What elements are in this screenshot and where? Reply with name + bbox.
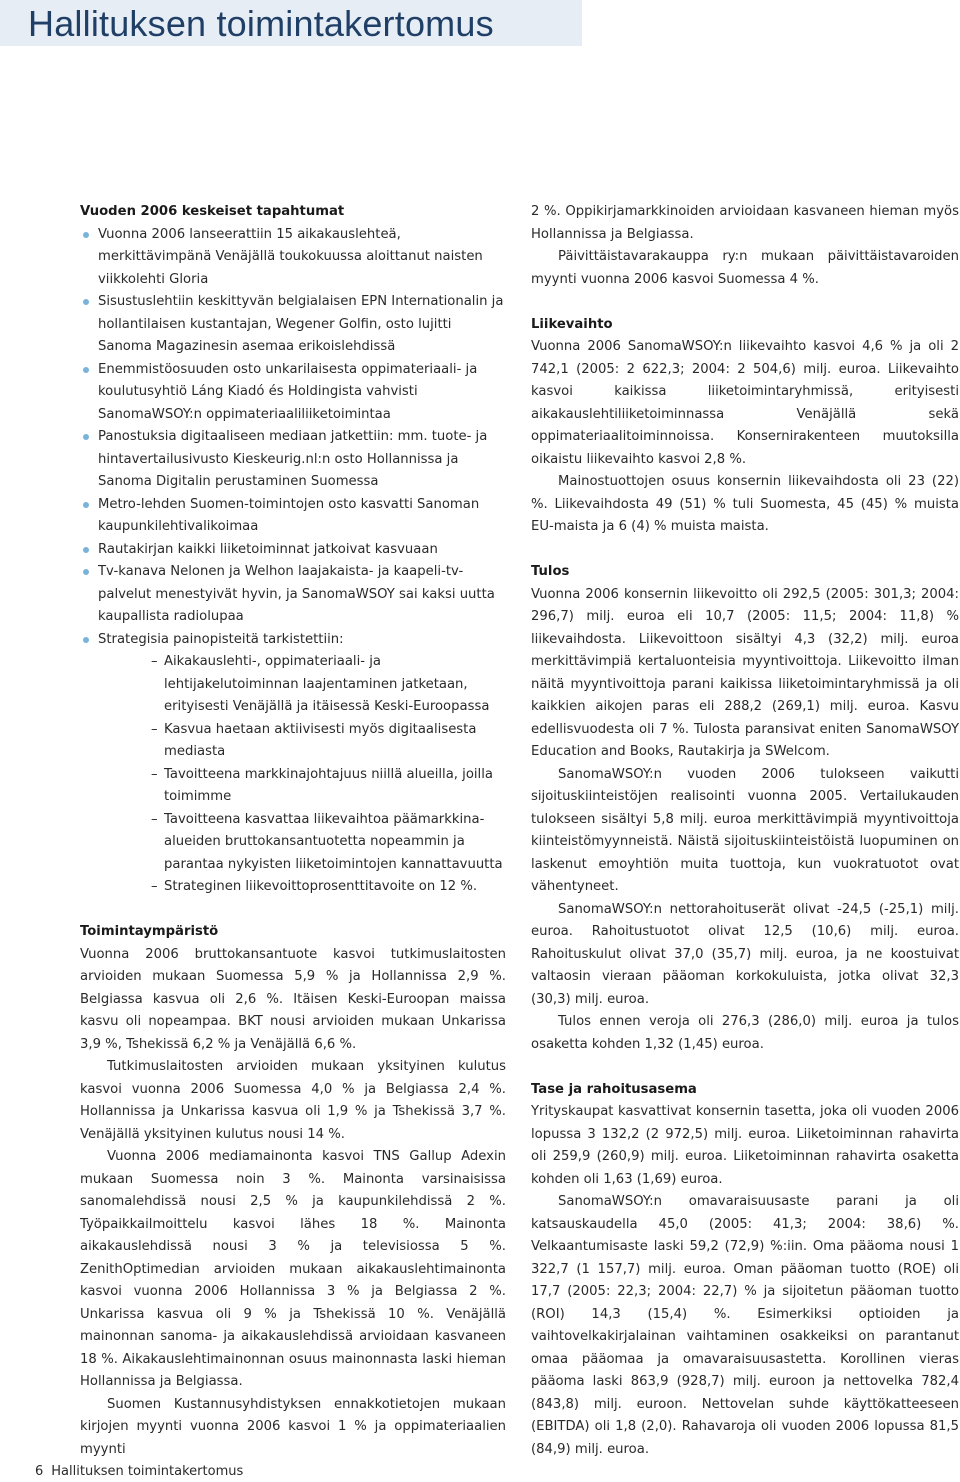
list-item: [80, 561, 506, 629]
strategy-item: [134, 719, 506, 764]
paragraph: 2 %. Oppikirjamarkkinoiden arvioidaan kasvaneen hieman myös Hollannissa ja Belgiassa.: [531, 204, 959, 242]
footer-label: Hallituksen toimintakertomus: [51, 1464, 244, 1479]
events-list: [80, 224, 506, 652]
dash-marker: –: [151, 766, 158, 782]
list-item-text: Sisustuslehtiin keskittyvän belgialaisen EPN Internationalin ja hollantilaisen kustantajan, Wegener Golfin, osto lujitti Sanoma Magazinesin asemaa erikoislehdissä: [98, 294, 504, 354]
list-item-text: Panostuksia digitaaliseen mediaan jatkettiin: mm. tuote- ja hintavertailusivusto Kieskeurig.nl:n osto Hollannissa ja Sanoma Digitalin perustaminen Suomessa: [98, 429, 488, 489]
bullet-icon: [83, 367, 89, 373]
environment-heading: Toimintaympäristö: [80, 924, 219, 939]
paragraph: Mainostuottojen osuus konsernin liikevaihdosta oli 23 (22) %. Liikevaihdosta 49 (51) % tuli Suomesta, 45 (45) % muista EU-maista ja 6 (4) % muista maista.: [531, 474, 959, 534]
list-item: [80, 494, 506, 539]
bullet-icon: [83, 547, 89, 553]
paragraph: Yrityskaupat kasvattivat konsernin tasetta, joka oli vuoden 2006 lopussa 3 132,2 (2 972,5) milj. euroa. Liiketoiminnan rahavirta oli 259,9 (260,9) milj. euroa. Liiketoiminnan rahavirta osaketta kohden oli 1,63 (1,69) euroa.: [531, 1104, 959, 1187]
paragraph: SanomaWSOY:n vuoden 2006 tulokseen vaikutti sijoituskiinteistöjen realisointi vuonna 2005. Vertailukauden tulokseen sisältyi 5,8 milj. euroa merkittävimpiä myyntivoittoja kiinteistömyynneistä. Näistä sijoituskiinteistöistä luopuminen on laskenut emoyhtiön muita tuottoja, kun vuokratuotot ovat vähentyneet.: [531, 766, 959, 894]
list-item-text: Strategisia painopisteitä tarkistettiin:: [98, 631, 344, 647]
paragraph: Vuonna 2006 SanomaWSOY:n liikevaihto kasvoi 4,6 % ja oli 2 742,1 (2005: 2 622,3; 2004: 2 504,6) milj. euroa. Liikevaihto kasvoi kaikissa liiketoimintaryhmissä, erityisesti aikakauslehtiliiketoiminnassa Venäjällä sekä oppimateriaalitoiminnoissa. Konsernirakenteen muutoksilla oikaistu liikevaihto kasvoi 2,8 %.: [531, 339, 959, 467]
events-heading: Vuoden 2006 keskeiset tapahtumat: [80, 204, 345, 219]
bullet-icon: [83, 637, 89, 643]
page-footer: [35, 1464, 243, 1480]
dash-marker: –: [151, 654, 158, 669]
list-item-text: Vuonna 2006 lanseerattiin 15 aikakauslehteä, merkittävimpänä Venäjällä toukokuussa aloittanut naisten viikkolehti Gloria: [98, 226, 483, 287]
paragraph: SanomaWSOY:n nettorahoituserät olivat -24,5 (-25,1) milj. euroa. Rahoitustuotot olivat 12,5 (10,6) milj. euroa. Rahoituskulut olivat 37,0 (35,7) milj. euroa, ja ne koostuivat valtaosin vieraan pääoman korkokuluista, jotka olivat 32,3 (30,3) milj. euroa.: [531, 901, 959, 1007]
paragraph: Vuonna 2006 mediamainonta kasvoi TNS Gallup Adexin mukaan Suomessa noin 3 %. Mainonta varsinaisissa sanomalehdissä nousi 2,5 % ja kaupunkilehdissä 2 %. Työpaikkailmoittelu kasvoi lähes 18 %. Mainonta aikakauslehdissä nousi 3 % ja televisiossa 5 %. ZenithOptimedian arvioiden mukaan aikakauslehtimainonta kasvoi vuonna 2006 Hollannissa 3 % ja Belgiassa 2 %. Unkarissa kasvua oli 9 % ja Tshekissä 10 %. Venäjällä mainonnan sanoma- ja aikakauslehdissä arvioidaan kasvaneen 18 %. Aikakauslehtimainonnan osuus mainonnasta laski hieman Hollannissa ja Belgiassa.: [80, 1149, 506, 1389]
list-item-text: Metro-lehden Suomen-toimintojen osto kasvatti Sanoman kaupunkilehtivalikoimaa: [98, 496, 480, 534]
result-heading: Tulos: [531, 564, 570, 579]
strategy-item-text: Tavoitteena kasvattaa liikevaihtoa päämarkkina-alueiden bruttokansantuotetta nopeammin ja parantaa nykyisten liiketoimintojen kannattavuutta: [164, 811, 503, 872]
strategy-item: [134, 809, 506, 877]
strategy-item-text: Tavoitteena markkinajohtajuus niillä alueilla, joilla toimimme: [164, 766, 493, 804]
strategy-item-text: Kasvua haetaan aktiivisesti myös digitaalisesta mediasta: [164, 721, 477, 759]
page-title: Hallituksen toimintakertomus: [28, 3, 494, 44]
right-column: [531, 201, 959, 1461]
list-item: [80, 224, 506, 292]
bullet-icon: [83, 299, 89, 305]
paragraph: SanomaWSOY:n omavaraisuusaste parani ja oli katsauskaudella 45,0 (2005: 41,3; 2004: 38,6) %. Velkaantumisaste laski 59,2 (72,9) %:iin. Oma pääoma nousi 1 322,7 (1 157,7) milj. euroa. Oman pääoman tuotto (ROE) oli 17,7 (2005: 22,3; 2004: 22,7) % ja sijoitetun pääoman tuotto (ROI) 14,3 (15,4) %. Esimerkiksi optioiden ja vaihtovelkakirjalainan vaihtaminen osakkeiksi on parantanut omaa pääomaa ja omavaraisuusastetta. Korollinen vieras pääoma laski 863,9 (928,7) milj. euroon ja nettovelka 782,4 (843,8) milj. euroon. Nettovelan suhde käyttökatteeseen (EBITDA) oli 1,8 (2,0). Rahavaroja oli vuoden 2006 lopussa 81,5 (84,9) milj. euroa.: [531, 1194, 959, 1457]
paragraph: Vuonna 2006 konsernin liikevoitto oli 292,5 (2005: 301,3; 2004: 296,7) milj. euroa eli 10,7 (2005: 11,5; 2004: 11,8) % liikevaihdosta. Liikevoittoon sisältyi 4,3 (32,2) milj. euroa merkittävimpiä kertaluonteisia myyntivoittoja. Liikevoitto ilman näitä myyntivoittoja parani kaikissa liiketoimintaryhmissä ja oli kaikkien aikojen paras eli 288,2 (269,1) milj. euroa. Kasvu edellisvuodesta oli 7 %. Tulosta paransivat eniten SanomaWSOY Education and Books, Rautakirja ja SWelcom.: [531, 586, 959, 759]
list-item: [80, 629, 506, 652]
paragraph: Suomen Kustannusyhdistyksen ennakkotietojen mukaan kirjojen myynti vuonna 2006 kasvoi 1 % ja oppimateriaalien myynti: [80, 1396, 506, 1457]
strategy-item-text: Strateginen liikevoittoprosenttitavoite on 12 %.: [164, 879, 478, 894]
bullet-icon: [83, 232, 89, 238]
paragraph: Tutkimuslaitosten arvioiden mukaan yksityinen kulutus kasvoi vuonna 2006 Suomessa 4,0 % ja Belgiassa 2,4 %. Hollannissa ja Unkarissa kasvua oli 1,9 % ja Tshekissä 3,7 %. Venäjällä yksityinen kulutus nousi 14 %.: [80, 1059, 506, 1142]
dash-marker: –: [151, 721, 158, 737]
list-item: [80, 426, 506, 494]
paragraph: Vuonna 2006 bruttokansantuote kasvoi tutkimuslaitosten arvioiden mukaan Suomessa 5,9 % ja Hollannissa 2,9 %. Belgiassa kasvua oli 2,6 %. Itäisen Keski-Euroopan maissa kasvu oli nopeampaa. BKT nousi arvioiden mukaan Unkarissa 3,9 %, Tshekissä 6,2 % ja Venäjällä 6,6 %.: [80, 946, 506, 1052]
bullet-icon: [83, 569, 89, 575]
dash-marker: –: [151, 811, 158, 827]
strategy-item: [134, 764, 506, 809]
list-item-text: Tv-kanava Nelonen ja Welhon laajakaista- ja kaapeli-tv-palvelut menestyivät hyvin, ja SanomaWSOY sai kaksi uutta kaupallista radiolupaa: [98, 564, 495, 624]
paragraph: Tulos ennen veroja oli 276,3 (286,0) milj. euroa ja tulos osaketta kohden 1,32 (1,45) euroa.: [531, 1014, 959, 1052]
strategy-list: [80, 651, 506, 899]
list-item: [80, 539, 506, 562]
strategy-item: [134, 651, 506, 719]
page-number: 6: [35, 1464, 44, 1479]
paragraph: Päivittäistavarakauppa ry:n mukaan päivittäistavaroiden myynti vuonna 2006 kasvoi Suomessa 4 %.: [531, 249, 959, 287]
list-item-text: Rautakirjan kaikki liiketoiminnat jatkoivat kasvuaan: [98, 541, 438, 557]
list-item: [80, 359, 506, 427]
revenue-heading: Liikevaihto: [531, 316, 613, 332]
strategy-item: [134, 876, 506, 899]
bullet-icon: [83, 434, 89, 440]
list-item-text: Enemmistöosuuden osto unkarilaisesta oppimateriaali- ja koulutusyhtiö Láng Kiadó és Holdingista vahvisti SanomaWSOY:n oppimateriaaliliiketoimintaa: [98, 361, 478, 422]
strategy-item-text: Aikakauslehti-, oppimateriaali- ja lehtijakelutoiminnan laajentaminen jatketaan, erityisesti Venäjällä ja itäisessä Keski-Euroopassa: [164, 654, 490, 714]
balance-heading: Tase ja rahoitusasema: [531, 1081, 697, 1097]
list-item: [80, 291, 506, 359]
left-column: [80, 201, 506, 1461]
dash-marker: –: [151, 879, 158, 894]
bullet-icon: [83, 502, 89, 508]
